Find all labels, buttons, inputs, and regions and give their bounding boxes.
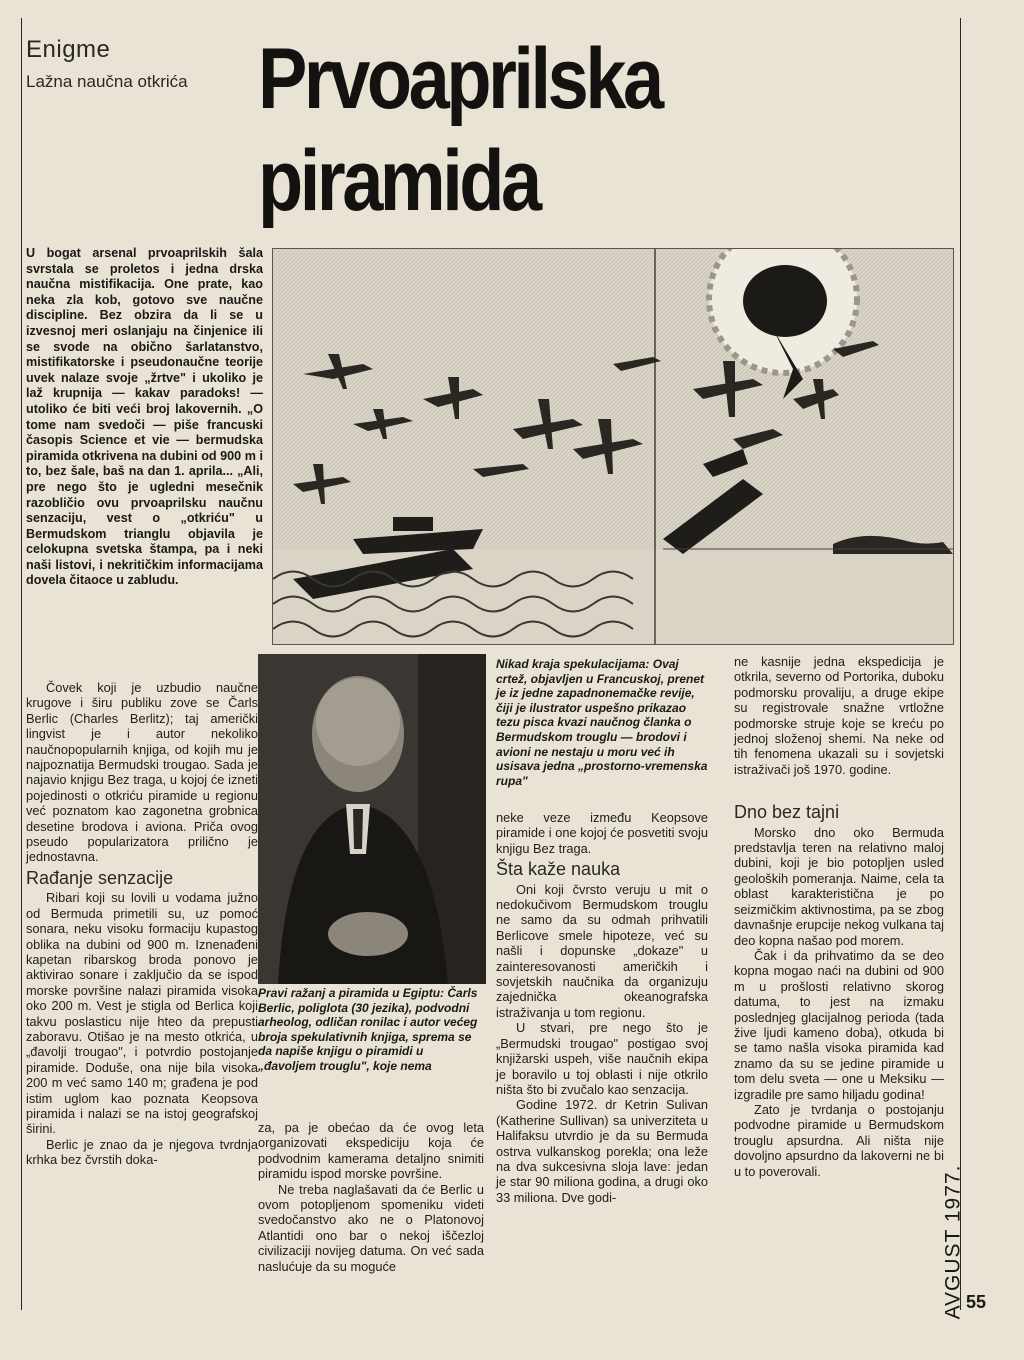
col2-paragraph-2: Ne treba naglašavati da će Berlic u ovom potopljenom spomeniku videti svedočanstvo ako ne o Platonovoj Atlantidi ono bar o nekoj iščezloj civilizaciji novijeg datuma. On već sada naslućuje da su moguće (258, 1181, 484, 1274)
page-number: 55 (966, 1292, 987, 1312)
photo-caption: Pravi ražanj a piramida u Egiptu: Čarls Berlic, poliglota (30 jezika), podvodni arheolog, odličan ronilac i autor većeg broja spekulativnih knjiga, sprema se da napiše knjigu o piramidi u „đavoljem trouglu", koje nema (258, 986, 478, 1073)
col4-paragraph-4: Zato je tvrdanja o postojanju podvodne piramide u Bermudskom trouglu apsurdna. Ali ništa nije dovoljno apsurdno da lakoverni ne bi u to poverovali. (734, 1101, 944, 1179)
column-3 (496, 810, 708, 1205)
section-label: Enigme (26, 36, 111, 63)
col3-paragraph-2: Oni koji čvrsto veruju u mit o nedokučivom Bermudskom trouglu ne samo da su odmah prihvatili Berlicove smele hipoteze, već su našli i dopunske „dokaze" u zainteresovanosti američkih i sovjetskih naučnika da organizuju zajednička okeanografska istraživanja u tom regionu. (496, 881, 708, 1020)
left-margin-rule (21, 18, 22, 1310)
issue-date (941, 1160, 976, 1360)
lead-paragraph: U bogat arsenal prvoaprilskih šala svrstala se proletos i jedna drska naučna mistifikacija. One prate, kao neka zla kob, gotovo sve naučne discipline. Bez obzira da li se u izvesnoj meri oslanjaju na činjenice ili se svode na obično šarlatanstvo, mistifikatorske i pseudonaučne teorije uvek nalaze svoje „žrtve" i ukoliko je laž krupnija — kakav paradoks! — utoliko će biti veći broj lakovernih. „O tome nam svedoči — piše francuski časopis Science et vie — bermudska piramida otkrivena na dubini od 900 m i to, bez šale, baš na dan 1. aprila... „Ali, pre nego što je ugledni mesečnik razobličio ovu prvoaprilsku naučnu senzaciju, vest o „otkriću" u Bermudskom trianglu objavila je celokupna svetska štampa, pa i neki naši listovi, i nekritičkim informacijama dovela čitaoce u zabludu. (26, 246, 263, 588)
subsection-label: Lažna naučna otkrića (26, 72, 188, 91)
col1-paragraph-1: Čovek koji je uzbudio naučne krugove i širu publiku zove se Čarls Berlic (Charles Berlitz); taj američki lingvist je i autor nekoliko naučnopopularnih knjiga, od kojih mu je najpoznatija Bermudski trougao. Sada je najavio knjigu Bez traga, u kojoj će izneti pojedinosti o otkriću piramide u regionu već poznatom kao zagonetna grobnica desetine brodova i aviona. Priča ovog pseudo popularizatora prilično je jednostavna. (26, 680, 258, 865)
col2-paragraph-1: za, pa je obećao da će ovog leta organizovati ekspediciju koja će podvodnim kamerama detaljno snimiti piramidu ispod morske površine. (258, 1120, 484, 1182)
headline-line-2: piramida (258, 133, 539, 229)
col4-paragraph-2: Morsko dno oko Bermuda predstavlja teren na relativno maloj dubini, koji je bio potopljen usled geoloških pomeranja. Naime, cela ta oblast karakteristična je po seizmičkim aktivnostima, pa se zbog davnašnje erupcije nekog vulkana taj deo kopna našao pod morem. (734, 824, 944, 948)
issue-date-text: AVGUST 1977. (941, 1164, 965, 1320)
column-1 (26, 680, 258, 1168)
col3-paragraph-4: Godine 1972. dr Ketrin Sulivan (Katherine Sullivan) sa univerziteta u Halifaksu utvrdio je da su Bermuda ostrva vulkanskog porekla; ona leže na dva sukcesivna sloja lave: jedan je star 90 miliona godina, a drugi oko 33 miliona. Dve godi- (496, 1097, 708, 1205)
illustration-drawing (273, 249, 953, 644)
col4-paragraph-1: ne kasnije jedna ekspedicija je otkrila, severno od Portorika, duboku podmorsku provaliju, a druge ekipe su registrovale snažne vrtložne podmorske struje koje se kreću po jednoj složenoj shemi. Na neke od tih fenomena ukazali su i sovjetski istraživači još 1970. godine. (734, 654, 944, 777)
col4-paragraph-3: Čak i da prihvatimo da se deo kopna mogao naći na dubini od 900 m u prošlosti relativno skorog datuma, to jest na izmaku poslednjeg glacijalnog perioda (tada žive ljudi kameno doba), otkuda bi se tamo našla visoka piramida kad znamo da su se jedine piramide u tom delu sveta — one u Meksiku — izgradile pre samo hiljadu godina! (734, 947, 944, 1102)
right-margin-rule (960, 18, 961, 1310)
bermuda-triangle-illustration (272, 248, 954, 645)
berlitz-portrait-photo (258, 654, 486, 984)
col3-subhead: Šta kaže nauka (496, 859, 621, 880)
col3-paragraph-3: U stvari, pre nego što je „Bermudski trougao" postigao svoj knjižarski uspeh, više naučnih ekipa je boravilo u toj oblasti i nije otkrilo ništa što bi zvučalo kao senzacija. (496, 1020, 708, 1097)
column-2 (258, 1120, 484, 1274)
illustration-caption: Nikad kraja spekulacijama: Ovaj crtež, objavljen u Francuskoj, prenet je iz jedne zapadnonemačke revije, čiji je ilustrator uspešno prikazao tezu pisca kvazi naučnog članka o Bermudskom trouglu — brodovi i avioni ne nestaju u moru već ih usisava jedna „prostorno-vremenska rupa" (496, 657, 708, 788)
headline-line-1: Prvoaprilska (258, 31, 661, 127)
col4-subhead: Dno bez tajni (734, 802, 840, 823)
column-4 (734, 654, 944, 1179)
col1-paragraph-3: Berlic je znao da je njegova tvrdnja krhka bez čvrstih doka- (26, 1136, 258, 1168)
col3-paragraph-1: neke veze između Keopsove piramide i one kojoj će posvetiti svoju knjigu Bez traga. (496, 810, 708, 856)
col1-paragraph-2: Ribari koji su lovili u vodama južno od Bermuda primetili su, uz pomoć sonara, neku visoku formaciju kupastog oblika na dubini od 900 m. Iznenađeni kapetan ribarskog broda ponovo je aktivirao sonare i zaključio da se ispod morske površine nalazi piramida visoka oko 200 m. Vest je stigla od Berlica koji takvu poslasticu nije hteo da prepusti zaboravu. Otišao je na mesto otkrića, u „đavolji trougao", i potvrdio postojanje piramide. Doduše, ona nije bila visoka 200 m već samo 140 m; građena je pod istim uglom kao poznata Keopsova piramida i nalazi se na istoj geografskoj širini. (26, 890, 258, 1137)
col1-subhead: Rađanje senzacije (26, 867, 174, 888)
portrait-drawing (258, 654, 486, 984)
